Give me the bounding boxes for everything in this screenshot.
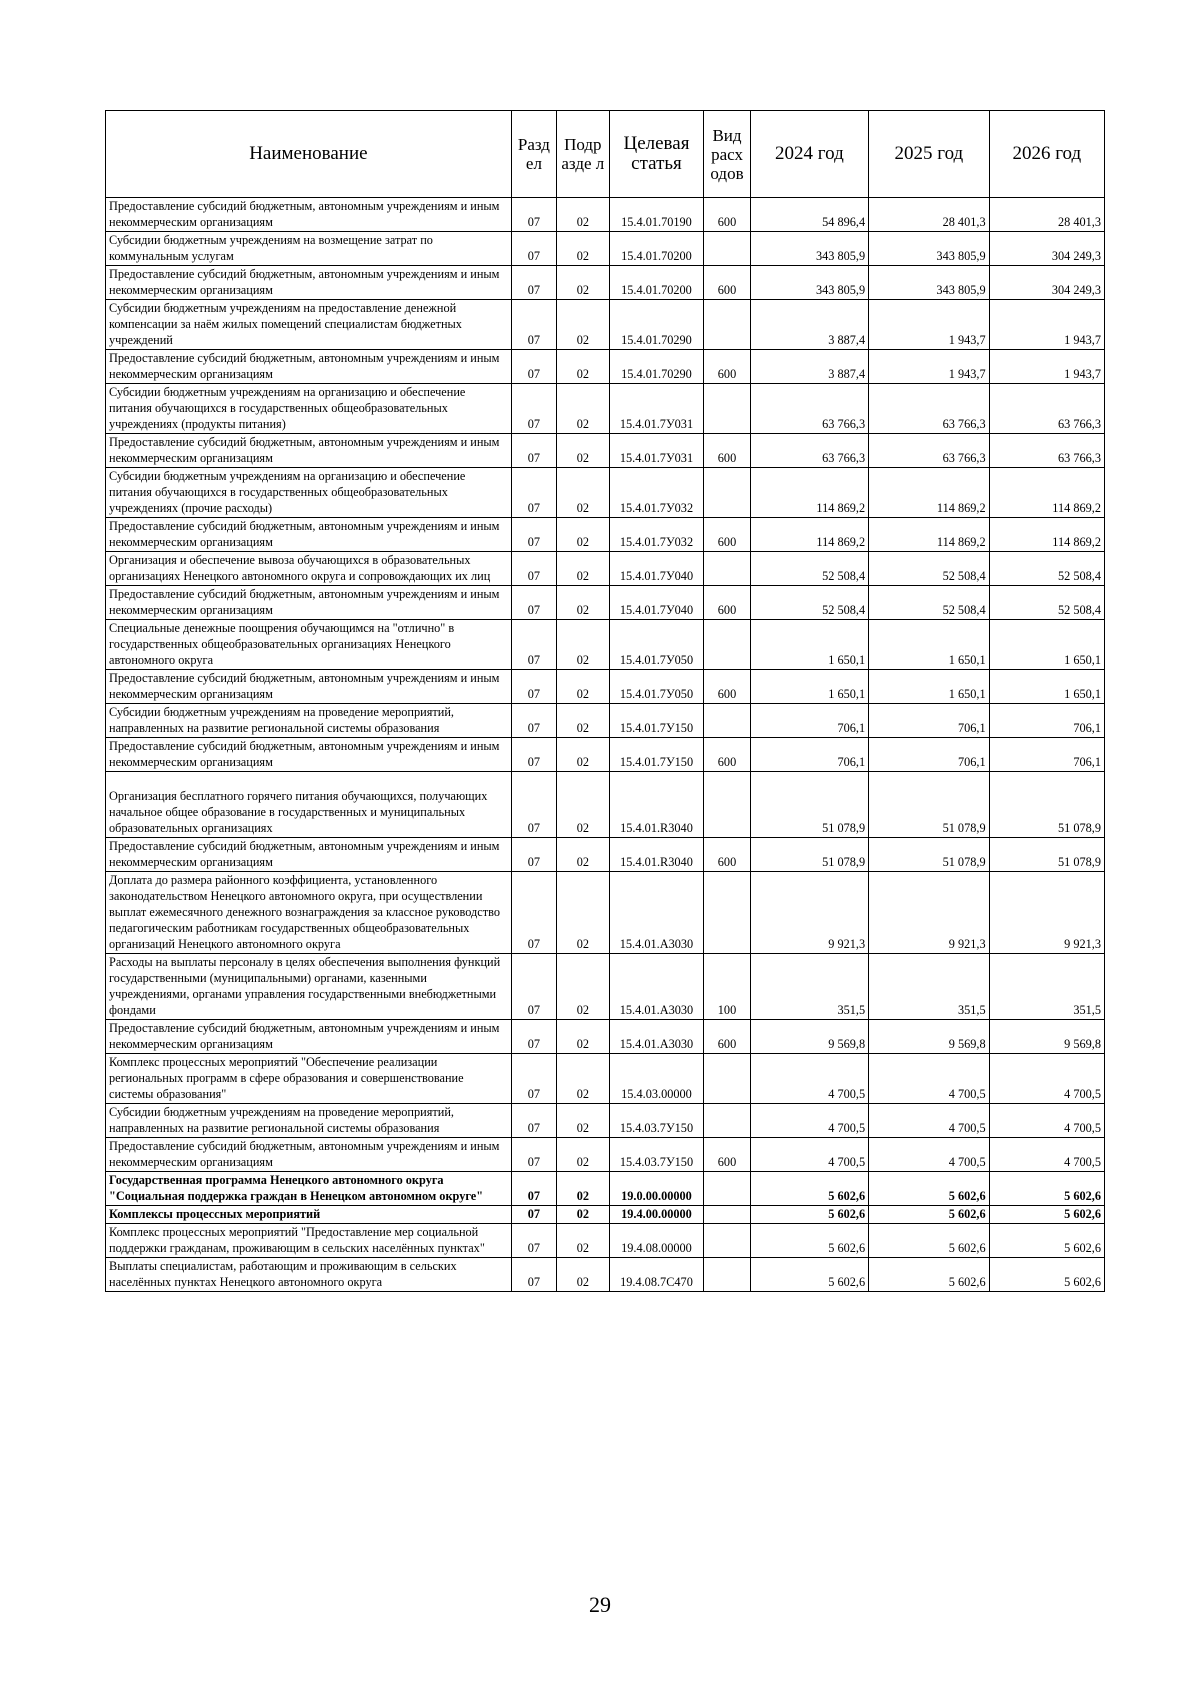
- row-2026-cell: 304 249,3: [989, 232, 1104, 266]
- row-subsection-cell: 02: [557, 772, 610, 838]
- table-row: [106, 434, 1105, 468]
- row-2025-cell: 1 943,7: [869, 300, 989, 350]
- row-section-cell: 07: [511, 620, 556, 670]
- row-2024-cell: 1 650,1: [750, 670, 868, 704]
- table-row: [106, 350, 1105, 384]
- header-expense-type: Вид расх одов: [704, 111, 750, 198]
- row-name-cell: Предоставление субсидий бюджетным, автономным учреждениям и иным некоммерческим организациям: [106, 670, 512, 704]
- table-row: [106, 198, 1105, 232]
- row-name-cell: Предоставление субсидий бюджетным, автономным учреждениям и иным некоммерческим организациям: [106, 266, 512, 300]
- row-2026-cell: 1 943,7: [989, 300, 1104, 350]
- row-target-cell: 15.4.01.7У032: [609, 518, 704, 552]
- row-2026-cell: 63 766,3: [989, 384, 1104, 434]
- row-section-cell: 07: [511, 468, 556, 518]
- row-target-cell: 15.4.01.7У150: [609, 738, 704, 772]
- row-section-cell: 07: [511, 838, 556, 872]
- row-2025-cell: 5 602,6: [869, 1224, 989, 1258]
- page-number: 29: [589, 1592, 611, 1617]
- row-section-cell: 07: [511, 1258, 556, 1292]
- row-2026-cell: 1 650,1: [989, 670, 1104, 704]
- row-name-cell: Субсидии бюджетным учреждениям на проведение мероприятий, направленных на развитие региональной системы образования: [106, 1104, 512, 1138]
- row-subsection-cell: 02: [557, 738, 610, 772]
- row-2024-cell: 343 805,9: [750, 232, 868, 266]
- row-2025-cell: 52 508,4: [869, 586, 989, 620]
- row-2026-cell: 5 602,6: [989, 1172, 1104, 1206]
- row-2026-cell: 63 766,3: [989, 434, 1104, 468]
- row-2026-cell: 4 700,5: [989, 1054, 1104, 1104]
- row-2026-cell: 9 921,3: [989, 872, 1104, 954]
- row-2025-cell: 9 569,8: [869, 1020, 989, 1054]
- row-target-cell: 15.4.01.70200: [609, 232, 704, 266]
- row-2024-cell: 5 602,6: [750, 1172, 868, 1206]
- row-2026-cell: 5 602,6: [989, 1206, 1104, 1224]
- table-row: [106, 300, 1105, 350]
- row-2025-cell: 343 805,9: [869, 232, 989, 266]
- row-2026-cell: 51 078,9: [989, 838, 1104, 872]
- row-expense-type-cell: [704, 1258, 750, 1292]
- budget-table: [105, 110, 1105, 1292]
- row-2025-cell: 9 921,3: [869, 872, 989, 954]
- row-subsection-cell: 02: [557, 434, 610, 468]
- row-2024-cell: 54 896,4: [750, 198, 868, 232]
- row-target-cell: 15.4.01.7У031: [609, 434, 704, 468]
- row-subsection-cell: 02: [557, 704, 610, 738]
- row-expense-type-cell: 600: [704, 350, 750, 384]
- header-2025: 2025 год: [869, 111, 989, 198]
- row-2026-cell: 4 700,5: [989, 1104, 1104, 1138]
- row-2024-cell: 52 508,4: [750, 586, 868, 620]
- row-section-cell: 07: [511, 518, 556, 552]
- row-subsection-cell: 02: [557, 518, 610, 552]
- row-2024-cell: 4 700,5: [750, 1054, 868, 1104]
- row-expense-type-cell: 600: [704, 434, 750, 468]
- header-target: Целевая статья: [609, 111, 704, 198]
- row-subsection-cell: 02: [557, 954, 610, 1020]
- row-target-cell: 15.4.01.7У032: [609, 468, 704, 518]
- row-expense-type-cell: [704, 1206, 750, 1224]
- row-2025-cell: 5 602,6: [869, 1206, 989, 1224]
- row-2024-cell: 51 078,9: [750, 772, 868, 838]
- row-target-cell: 15.4.01.70200: [609, 266, 704, 300]
- row-section-cell: 07: [511, 872, 556, 954]
- row-expense-type-cell: [704, 772, 750, 838]
- row-2025-cell: 114 869,2: [869, 518, 989, 552]
- row-2026-cell: 114 869,2: [989, 468, 1104, 518]
- row-target-cell: 15.4.01.А3030: [609, 954, 704, 1020]
- row-2026-cell: 1 943,7: [989, 350, 1104, 384]
- row-2026-cell: 4 700,5: [989, 1138, 1104, 1172]
- row-section-cell: 07: [511, 704, 556, 738]
- row-expense-type-cell: [704, 1104, 750, 1138]
- row-expense-type-cell: 600: [704, 586, 750, 620]
- row-2025-cell: 4 700,5: [869, 1054, 989, 1104]
- row-subsection-cell: 02: [557, 1104, 610, 1138]
- row-target-cell: 15.4.01.А3030: [609, 872, 704, 954]
- table-row: [106, 1224, 1105, 1258]
- row-2024-cell: 9 921,3: [750, 872, 868, 954]
- table-row: [106, 1206, 1105, 1224]
- row-2025-cell: 63 766,3: [869, 384, 989, 434]
- row-2024-cell: 351,5: [750, 954, 868, 1020]
- row-section-cell: 07: [511, 384, 556, 434]
- table-row: [106, 266, 1105, 300]
- table-row: [106, 552, 1105, 586]
- row-expense-type-cell: [704, 300, 750, 350]
- row-2025-cell: 28 401,3: [869, 198, 989, 232]
- row-target-cell: 19.0.00.00000: [609, 1172, 704, 1206]
- row-expense-type-cell: 600: [704, 838, 750, 872]
- row-expense-type-cell: [704, 384, 750, 434]
- row-section-cell: 07: [511, 670, 556, 704]
- table-row: [106, 1172, 1105, 1206]
- row-name-cell: Доплата до размера районного коэффициента, установленного законодательством Ненецкого автономного округа, при осуществлении выплат ежемесячного денежного вознаграждения за классное руководство педагогическим работникам государственных общеобразовательных организаций Ненецкого автономного округа: [106, 872, 512, 954]
- header-2026: 2026 год: [989, 111, 1104, 198]
- row-2025-cell: 706,1: [869, 704, 989, 738]
- row-name-cell: Предоставление субсидий бюджетным, автономным учреждениям и иным некоммерческим организациям: [106, 434, 512, 468]
- row-2026-cell: 52 508,4: [989, 586, 1104, 620]
- row-2024-cell: 63 766,3: [750, 434, 868, 468]
- row-section-cell: 07: [511, 1224, 556, 1258]
- row-name-cell: Предоставление субсидий бюджетным, автономным учреждениям и иным некоммерческим организациям: [106, 738, 512, 772]
- row-target-cell: 15.4.01.70290: [609, 350, 704, 384]
- row-subsection-cell: 02: [557, 1020, 610, 1054]
- header-2024: 2024 год: [750, 111, 868, 198]
- row-name-cell: Выплаты специалистам, работающим и проживающим в сельских населённых пунктах Ненецкого автономного округа: [106, 1258, 512, 1292]
- row-2024-cell: 114 869,2: [750, 468, 868, 518]
- row-section-cell: 07: [511, 586, 556, 620]
- row-2024-cell: 5 602,6: [750, 1206, 868, 1224]
- row-name-cell: Комплекс процессных мероприятий "Предоставление мер социальной поддержки гражданам, проживающим в сельских населённых пунктах": [106, 1224, 512, 1258]
- row-section-cell: 07: [511, 738, 556, 772]
- row-name-cell: Расходы на выплаты персоналу в целях обеспечения выполнения функций государственными (муниципальными) органами, казенными учреждениями, органами управления государственными внебюджетными фондами: [106, 954, 512, 1020]
- row-2026-cell: 706,1: [989, 704, 1104, 738]
- row-expense-type-cell: 100: [704, 954, 750, 1020]
- row-2024-cell: 706,1: [750, 738, 868, 772]
- row-expense-type-cell: 600: [704, 266, 750, 300]
- row-subsection-cell: 02: [557, 586, 610, 620]
- row-target-cell: 15.4.01.А3030: [609, 1020, 704, 1054]
- row-subsection-cell: 02: [557, 552, 610, 586]
- row-section-cell: 07: [511, 1104, 556, 1138]
- row-name-cell: Субсидии бюджетным учреждениям на предоставление денежной компенсации за наём жилых помещений специалистам бюджетных учреждений: [106, 300, 512, 350]
- row-section-cell: 07: [511, 1138, 556, 1172]
- row-expense-type-cell: [704, 552, 750, 586]
- header-row: [106, 111, 1105, 198]
- row-subsection-cell: 02: [557, 620, 610, 670]
- row-expense-type-cell: [704, 232, 750, 266]
- row-subsection-cell: 02: [557, 838, 610, 872]
- table-row: [106, 1258, 1105, 1292]
- row-2026-cell: 351,5: [989, 954, 1104, 1020]
- row-section-cell: 07: [511, 266, 556, 300]
- row-target-cell: 15.4.01.70290: [609, 300, 704, 350]
- row-subsection-cell: 02: [557, 1172, 610, 1206]
- table-row: [106, 1138, 1105, 1172]
- row-2025-cell: 1 650,1: [869, 670, 989, 704]
- row-target-cell: 15.4.03.7У150: [609, 1104, 704, 1138]
- row-2025-cell: 63 766,3: [869, 434, 989, 468]
- row-name-cell: Комплекс процессных мероприятий "Обеспечение реализации региональных программ в сфере образования и совершенствование системы образования": [106, 1054, 512, 1104]
- row-name-cell: Предоставление субсидий бюджетным, автономным учреждениям и иным некоммерческим организациям: [106, 1138, 512, 1172]
- row-section-cell: 07: [511, 198, 556, 232]
- row-target-cell: 15.4.03.7У150: [609, 1138, 704, 1172]
- row-2025-cell: 51 078,9: [869, 838, 989, 872]
- row-subsection-cell: 02: [557, 232, 610, 266]
- row-2024-cell: 5 602,6: [750, 1258, 868, 1292]
- row-2026-cell: 1 650,1: [989, 620, 1104, 670]
- row-2026-cell: 52 508,4: [989, 552, 1104, 586]
- row-expense-type-cell: 600: [704, 1138, 750, 1172]
- row-subsection-cell: 02: [557, 1138, 610, 1172]
- header-subsection: Подр азде л: [557, 111, 610, 198]
- row-target-cell: 15.4.01.7У050: [609, 620, 704, 670]
- row-name-cell: Комплексы процессных мероприятий: [106, 1206, 512, 1224]
- table-row: [106, 586, 1105, 620]
- row-name-cell: Предоставление субсидий бюджетным, автономным учреждениям и иным некоммерческим организациям: [106, 198, 512, 232]
- table-row: [106, 954, 1105, 1020]
- table-row: [106, 838, 1105, 872]
- row-2025-cell: 1 943,7: [869, 350, 989, 384]
- row-expense-type-cell: [704, 1172, 750, 1206]
- row-subsection-cell: 02: [557, 872, 610, 954]
- row-target-cell: 19.4.08.7С470: [609, 1258, 704, 1292]
- row-2024-cell: 4 700,5: [750, 1138, 868, 1172]
- table-row: [106, 738, 1105, 772]
- row-name-cell: Специальные денежные поощрения обучающимся на "отлично" в государственных общеобразовательных организациях Ненецкого автономного округа: [106, 620, 512, 670]
- row-2026-cell: 51 078,9: [989, 772, 1104, 838]
- row-section-cell: 07: [511, 232, 556, 266]
- row-target-cell: 15.4.01.R3040: [609, 838, 704, 872]
- row-2025-cell: 351,5: [869, 954, 989, 1020]
- row-expense-type-cell: 600: [704, 670, 750, 704]
- row-section-cell: 07: [511, 1206, 556, 1224]
- row-target-cell: 15.4.01.7У050: [609, 670, 704, 704]
- row-section-cell: 07: [511, 772, 556, 838]
- row-subsection-cell: 02: [557, 670, 610, 704]
- row-2026-cell: 5 602,6: [989, 1258, 1104, 1292]
- row-name-cell: Предоставление субсидий бюджетным, автономным учреждениям и иным некоммерческим организациям: [106, 518, 512, 552]
- row-section-cell: 07: [511, 350, 556, 384]
- row-2026-cell: 706,1: [989, 738, 1104, 772]
- row-subsection-cell: 02: [557, 1054, 610, 1104]
- table-row: [106, 772, 1105, 838]
- row-subsection-cell: 02: [557, 1206, 610, 1224]
- row-subsection-cell: 02: [557, 1224, 610, 1258]
- row-section-cell: 07: [511, 552, 556, 586]
- row-name-cell: Предоставление субсидий бюджетным, автономным учреждениям и иным некоммерческим организациям: [106, 586, 512, 620]
- row-name-cell: Субсидии бюджетным учреждениям на проведение мероприятий, направленных на развитие региональной системы образования: [106, 704, 512, 738]
- row-name-cell: Субсидии бюджетным учреждениям на организацию и обеспечение питания обучающихся в государственных общеобразовательных учреждениях (продукты питания): [106, 384, 512, 434]
- row-subsection-cell: 02: [557, 266, 610, 300]
- row-2024-cell: 3 887,4: [750, 350, 868, 384]
- row-subsection-cell: 02: [557, 468, 610, 518]
- row-name-cell: Государственная программа Ненецкого автономного округа "Социальная поддержка граждан в Ненецком автономном округе": [106, 1172, 512, 1206]
- row-2026-cell: 9 569,8: [989, 1020, 1104, 1054]
- table-body: [106, 198, 1105, 1292]
- row-2025-cell: 4 700,5: [869, 1138, 989, 1172]
- row-name-cell: Предоставление субсидий бюджетным, автономным учреждениям и иным некоммерческим организациям: [106, 838, 512, 872]
- row-section-cell: 07: [511, 434, 556, 468]
- row-target-cell: 15.4.03.00000: [609, 1054, 704, 1104]
- table-row: [106, 468, 1105, 518]
- table-row: [106, 1054, 1105, 1104]
- row-name-cell: Субсидии бюджетным учреждениям на возмещение затрат по коммунальным услугам: [106, 232, 512, 266]
- row-expense-type-cell: 600: [704, 518, 750, 552]
- row-2025-cell: 51 078,9: [869, 772, 989, 838]
- row-2025-cell: 5 602,6: [869, 1172, 989, 1206]
- row-expense-type-cell: [704, 704, 750, 738]
- row-2026-cell: 5 602,6: [989, 1224, 1104, 1258]
- header-name: Наименование: [106, 111, 512, 198]
- table-row: [106, 704, 1105, 738]
- row-2024-cell: 114 869,2: [750, 518, 868, 552]
- row-2025-cell: 114 869,2: [869, 468, 989, 518]
- row-2024-cell: 3 887,4: [750, 300, 868, 350]
- row-expense-type-cell: 600: [704, 198, 750, 232]
- header-section: Разд ел: [511, 111, 556, 198]
- row-target-cell: 15.4.01.7У040: [609, 586, 704, 620]
- row-section-cell: 07: [511, 1020, 556, 1054]
- row-2024-cell: 9 569,8: [750, 1020, 868, 1054]
- table-row: [106, 872, 1105, 954]
- table-row: [106, 1104, 1105, 1138]
- row-target-cell: 19.4.08.00000: [609, 1224, 704, 1258]
- row-name-cell: Предоставление субсидий бюджетным, автономным учреждениям и иным некоммерческим организациям: [106, 350, 512, 384]
- row-subsection-cell: 02: [557, 384, 610, 434]
- table-row: [106, 384, 1105, 434]
- row-expense-type-cell: 600: [704, 1020, 750, 1054]
- row-target-cell: 15.4.01.70190: [609, 198, 704, 232]
- row-subsection-cell: 02: [557, 300, 610, 350]
- row-2025-cell: 5 602,6: [869, 1258, 989, 1292]
- row-target-cell: 19.4.00.00000: [609, 1206, 704, 1224]
- row-2024-cell: 1 650,1: [750, 620, 868, 670]
- row-name-cell: Организация и обеспечение вывоза обучающихся в образовательных организациях Ненецкого автономного округа и сопровождающих их лиц: [106, 552, 512, 586]
- row-expense-type-cell: [704, 620, 750, 670]
- row-section-cell: 07: [511, 954, 556, 1020]
- row-2024-cell: 706,1: [750, 704, 868, 738]
- row-2024-cell: 52 508,4: [750, 552, 868, 586]
- row-2024-cell: 5 602,6: [750, 1224, 868, 1258]
- row-2024-cell: 63 766,3: [750, 384, 868, 434]
- row-2024-cell: 4 700,5: [750, 1104, 868, 1138]
- row-name-cell: Предоставление субсидий бюджетным, автономным учреждениям и иным некоммерческим организациям: [106, 1020, 512, 1054]
- row-subsection-cell: 02: [557, 198, 610, 232]
- row-name-cell: Субсидии бюджетным учреждениям на организацию и обеспечение питания обучающихся в государственных общеобразовательных учреждениях (прочие расходы): [106, 468, 512, 518]
- row-2025-cell: 343 805,9: [869, 266, 989, 300]
- table-row: [106, 1020, 1105, 1054]
- row-target-cell: 15.4.01.7У031: [609, 384, 704, 434]
- row-target-cell: 15.4.01.R3040: [609, 772, 704, 838]
- row-name-cell: Организация бесплатного горячего питания обучающихся, получающих начальное общее образование в государственных и муниципальных образовательных организациях: [106, 772, 512, 838]
- table-row: [106, 670, 1105, 704]
- row-subsection-cell: 02: [557, 350, 610, 384]
- row-2026-cell: 114 869,2: [989, 518, 1104, 552]
- row-target-cell: 15.4.01.7У150: [609, 704, 704, 738]
- row-2024-cell: 51 078,9: [750, 838, 868, 872]
- row-subsection-cell: 02: [557, 1258, 610, 1292]
- row-2025-cell: 706,1: [869, 738, 989, 772]
- row-target-cell: 15.4.01.7У040: [609, 552, 704, 586]
- row-expense-type-cell: [704, 1224, 750, 1258]
- table-row: [106, 518, 1105, 552]
- row-expense-type-cell: [704, 872, 750, 954]
- row-section-cell: 07: [511, 300, 556, 350]
- row-section-cell: 07: [511, 1054, 556, 1104]
- row-2026-cell: 28 401,3: [989, 198, 1104, 232]
- row-2025-cell: 1 650,1: [869, 620, 989, 670]
- row-2024-cell: 343 805,9: [750, 266, 868, 300]
- row-section-cell: 07: [511, 1172, 556, 1206]
- row-2025-cell: 52 508,4: [869, 552, 989, 586]
- row-2025-cell: 4 700,5: [869, 1104, 989, 1138]
- table-row: [106, 232, 1105, 266]
- row-expense-type-cell: [704, 468, 750, 518]
- table-row: [106, 620, 1105, 670]
- row-2026-cell: 304 249,3: [989, 266, 1104, 300]
- row-expense-type-cell: [704, 1054, 750, 1104]
- row-expense-type-cell: 600: [704, 738, 750, 772]
